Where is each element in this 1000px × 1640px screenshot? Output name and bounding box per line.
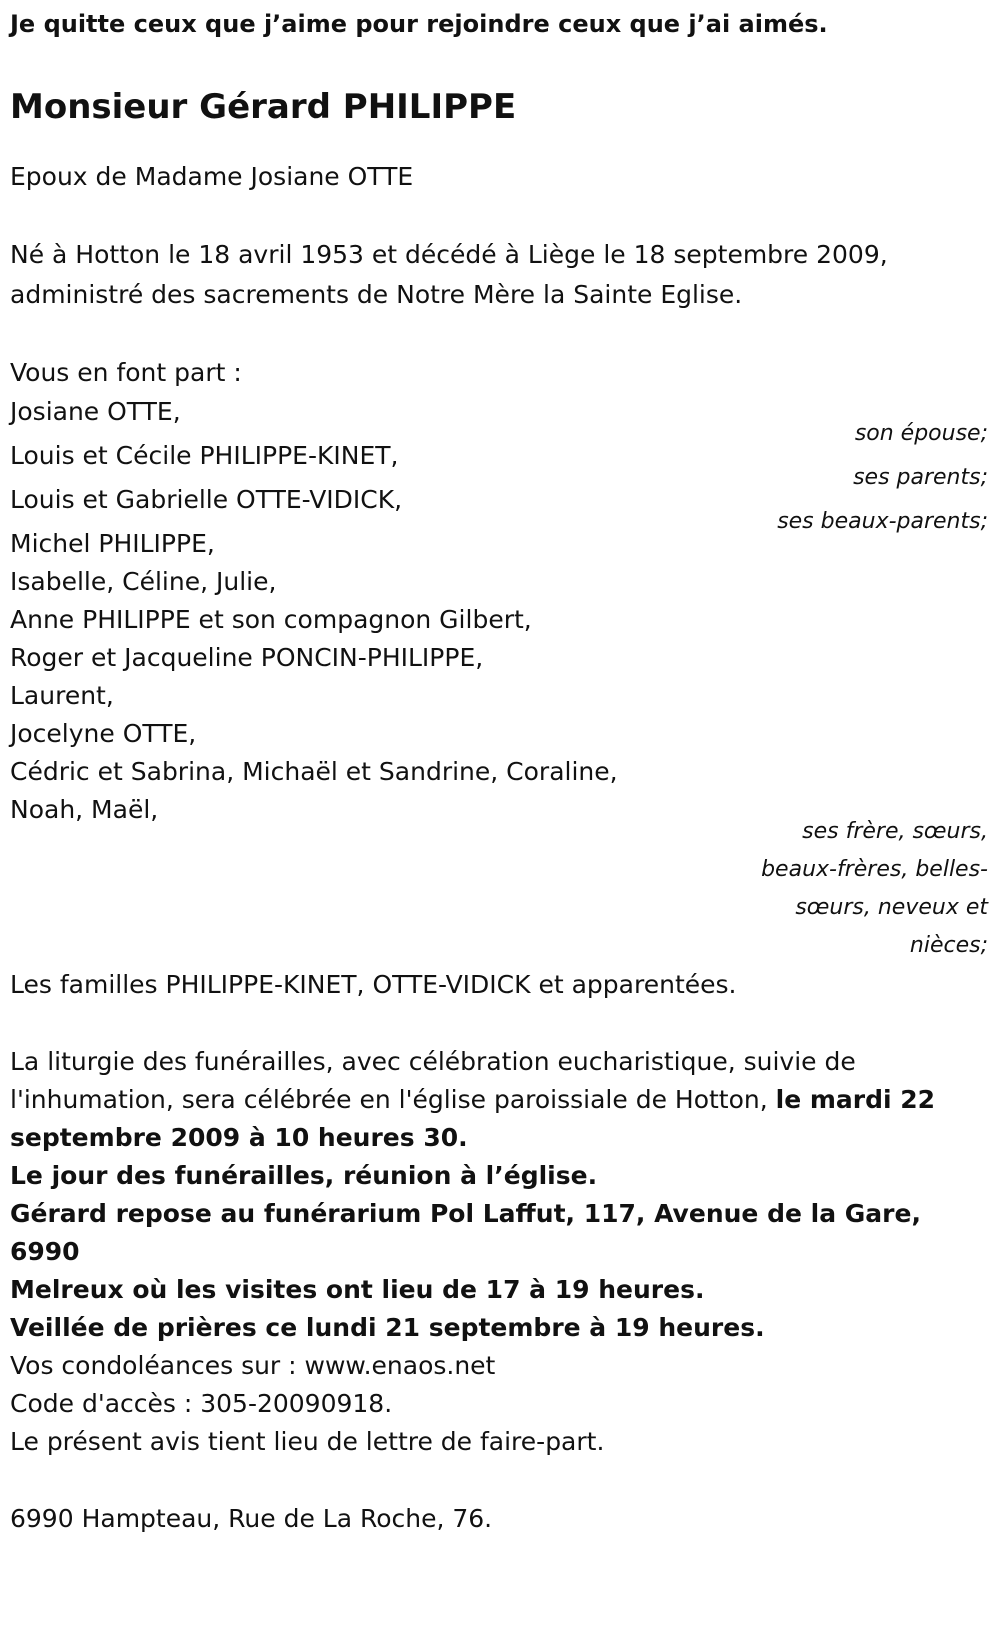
access-code-line: Code d'accès : 305-20090918.: [10, 1389, 393, 1418]
vigil-line: Veillée de prières ce lundi 21 septembre à 19 heures.: [10, 1313, 765, 1342]
family-member: Anne PHILIPPE et son compagnon Gilbert,: [10, 605, 532, 634]
family-member: Jocelyne OTTE,: [10, 719, 197, 748]
funeral-meeting: Le jour des funérailles, réunion à l’église.: [10, 1161, 598, 1190]
family-member: Louis et Gabrielle OTTE-VIDICK,: [10, 485, 403, 514]
birth-death-line-2: administré des sacrements de Notre Mère la Sainte Eglise.: [10, 280, 743, 309]
obituary-notice: [10, 5, 990, 1539]
epigraph: Je quitte ceux que j’aime pour rejoindre ceux que j’ai aimés.: [10, 10, 828, 38]
family-member: Noah, Maël,: [10, 795, 159, 824]
funeral-date-start: le mardi 22: [775, 1085, 936, 1114]
family-member: Isabelle, Céline, Julie,: [10, 567, 277, 596]
relation-line: beaux-frères, belles-: [761, 857, 988, 882]
family-member: Cédric et Sabrina, Michaël et Sandrine, Coraline,: [10, 757, 618, 786]
funeral-info: [10, 1043, 990, 1461]
relation-label: ses parents;: [853, 465, 988, 490]
families-line: Les familles PHILIPPE-KINET, OTTE-VIDICK et apparentées.: [10, 970, 737, 999]
relation-line: ses frère, sœurs,: [802, 819, 988, 844]
birth-death-info: [10, 235, 990, 315]
deceased-name: Monsieur Gérard PHILIPPE: [10, 87, 517, 127]
address-line: 6990 Hampteau, Rue de La Roche, 76.: [10, 1504, 493, 1533]
funeral-line-1: La liturgie des funérailles, avec célébration eucharistique, suivie de: [10, 1047, 856, 1076]
family-group-siblings: [10, 525, 990, 965]
family-member: Louis et Cécile PHILIPPE-KINET,: [10, 441, 399, 470]
funerarium-line-2: Melreux où les visites ont lieu de 17 à 19 heures.: [10, 1275, 705, 1304]
relation-line: sœurs, neveux et: [795, 895, 988, 920]
notice-line: Le présent avis tient lieu de lettre de faire-part.: [10, 1427, 605, 1456]
family-member: Roger et Jacqueline PONCIN-PHILIPPE,: [10, 643, 484, 672]
spouse-line: Epoux de Madame Josiane OTTE: [10, 162, 414, 191]
funeral-line-2-text: l'inhumation, sera célébrée en l'église paroissiale de Hotton,: [10, 1085, 776, 1114]
birth-death-line-1: Né à Hotton le 18 avril 1953 et décédé à Liège le 18 septembre 2009,: [10, 240, 888, 269]
funeral-date-time: septembre 2009 à 10 heures 30.: [10, 1123, 468, 1152]
relation-label: ses beaux-parents;: [777, 509, 988, 534]
funeral-line-2: [10, 1081, 990, 1119]
family-member: Michel PHILIPPE,: [10, 529, 215, 558]
funerarium-line-1: Gérard repose au funérarium Pol Laffut, 117, Avenue de la Gare, 6990: [10, 1199, 921, 1266]
family-member: Laurent,: [10, 681, 114, 710]
relation-label: son épouse;: [854, 421, 988, 446]
announce-intro: Vous en font part :: [10, 358, 242, 387]
relation-label: [738, 813, 990, 965]
relation-line: nièces;: [909, 933, 988, 958]
family-member: Josiane OTTE,: [10, 397, 181, 426]
condolences-line: Vos condoléances sur : www.enaos.net: [10, 1351, 496, 1380]
